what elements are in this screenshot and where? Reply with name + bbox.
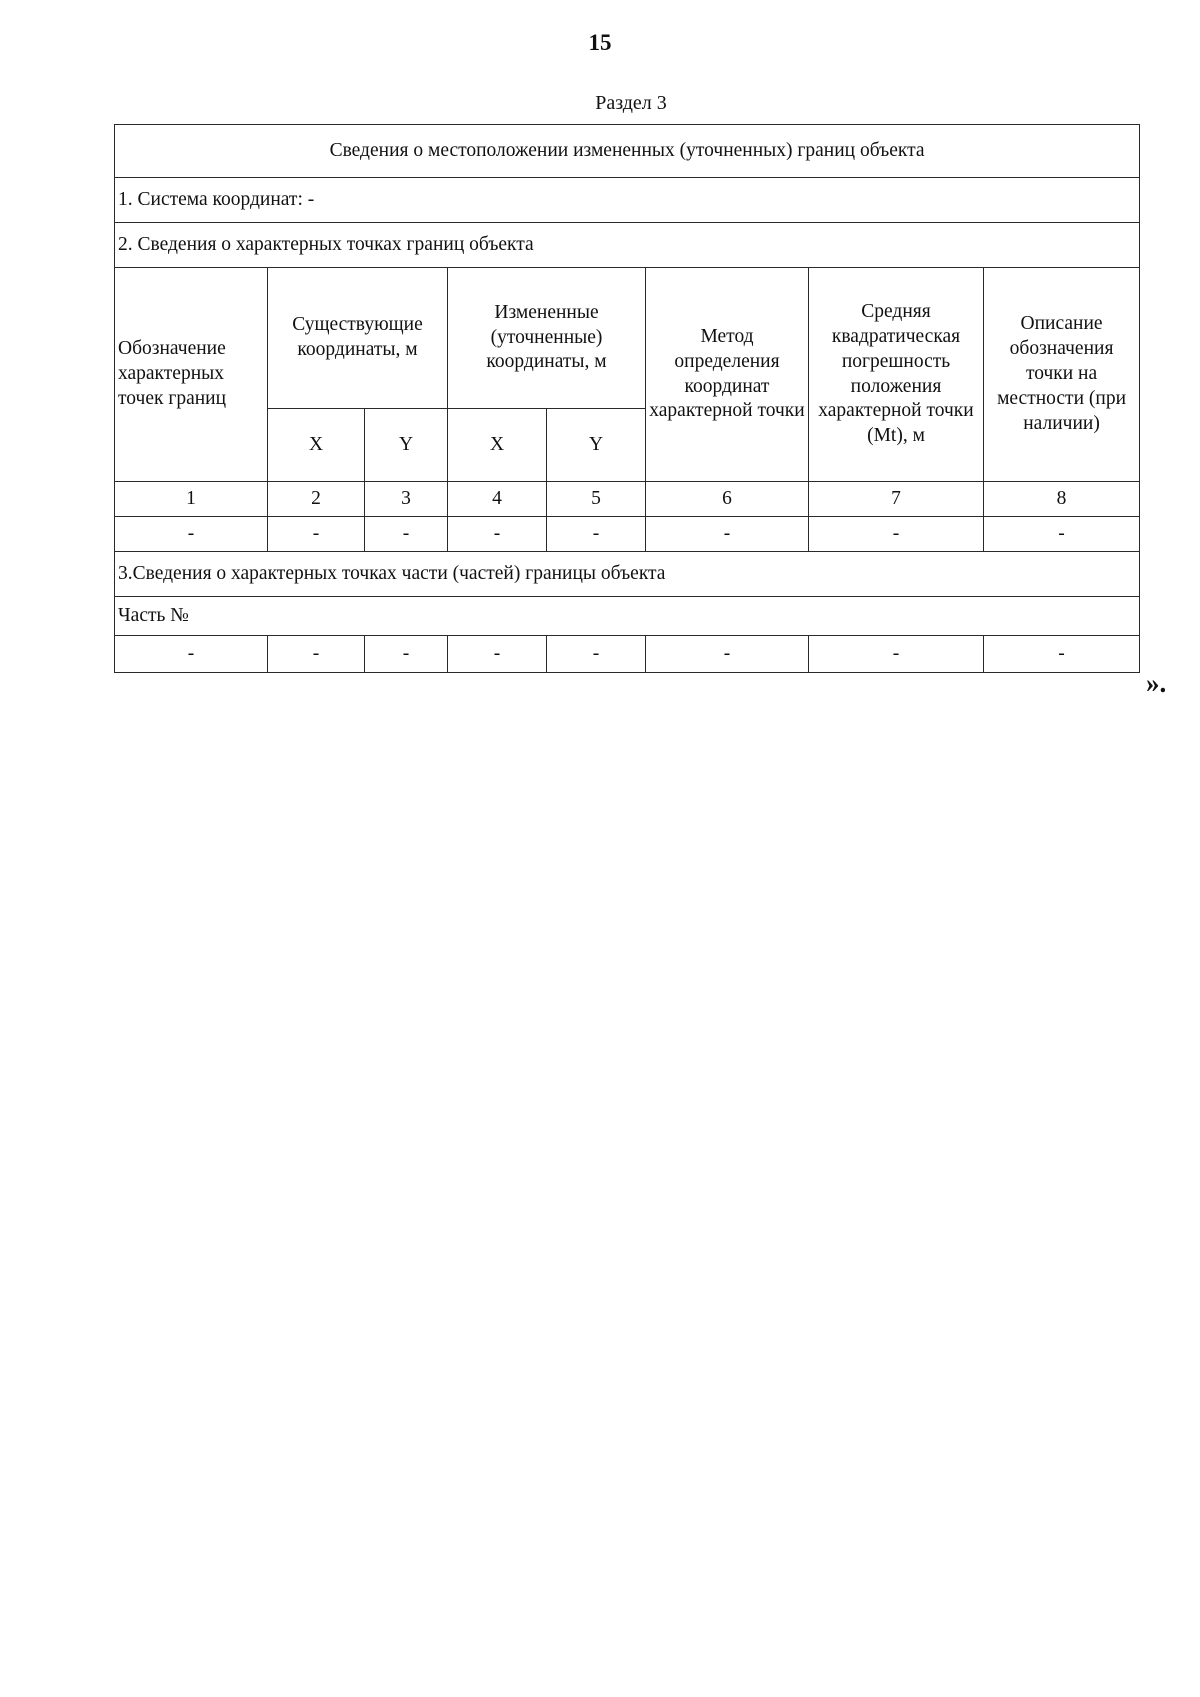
- header-method: Метод определения координат характерной точки: [646, 268, 809, 482]
- table-cell: -: [809, 636, 984, 673]
- column-number: 3: [365, 482, 448, 517]
- header-existing-y: Y: [365, 409, 448, 482]
- table-cell: -: [646, 517, 809, 552]
- table-cell: -: [268, 636, 365, 673]
- table-cell: -: [547, 517, 646, 552]
- table-title: Сведения о местоположении измененных (уточненных) границ объекта: [115, 125, 1140, 178]
- header-description: Описание обозначения точки на местности (при наличии): [984, 268, 1140, 482]
- table-row: [115, 517, 1140, 552]
- table-cell: -: [115, 517, 268, 552]
- table-cell: -: [984, 636, 1140, 673]
- closing-quote-mark: ».: [1146, 668, 1167, 698]
- parts-section-title: 3.Сведения о характерных точках части (частей) границы объекта: [115, 552, 1140, 597]
- header-existing-coordinates: Существующие координаты, м: [268, 268, 448, 409]
- header-changed-x: X: [448, 409, 547, 482]
- boundary-info-table: [114, 124, 1140, 673]
- points-section-title: 2. Сведения о характерных точках границ объекта: [115, 223, 1140, 268]
- table-cell: -: [984, 517, 1140, 552]
- header-changed-y: Y: [547, 409, 646, 482]
- column-number: 5: [547, 482, 646, 517]
- table-cell: -: [809, 517, 984, 552]
- page-number: 15: [588, 30, 612, 55]
- header-error: Средняя квадратическая погрешность положения характерной точки (Mt), м: [809, 268, 984, 482]
- table-cell: -: [448, 517, 547, 552]
- table-cell: -: [268, 517, 365, 552]
- header-designation: Обозначение характерных точек границ: [115, 268, 268, 482]
- column-number-row: [115, 482, 1140, 517]
- part-number-label: Часть №: [115, 597, 1140, 636]
- table-cell: -: [115, 636, 268, 673]
- header-existing-x: X: [268, 409, 365, 482]
- coordinate-system: 1. Система координат: -: [115, 178, 1140, 223]
- table-cell: -: [646, 636, 809, 673]
- table-row: [115, 636, 1140, 673]
- column-number: 8: [984, 482, 1140, 517]
- table-cell: -: [365, 517, 448, 552]
- table-cell: -: [365, 636, 448, 673]
- column-number: 1: [115, 482, 268, 517]
- table-cell: -: [448, 636, 547, 673]
- section-label: Раздел 3: [595, 92, 667, 114]
- table-cell: -: [547, 636, 646, 673]
- column-number: 2: [268, 482, 365, 517]
- column-number: 7: [809, 482, 984, 517]
- header-changed-coordinates: Измененные (уточненные) координаты, м: [448, 268, 646, 409]
- column-number: 6: [646, 482, 809, 517]
- column-number: 4: [448, 482, 547, 517]
